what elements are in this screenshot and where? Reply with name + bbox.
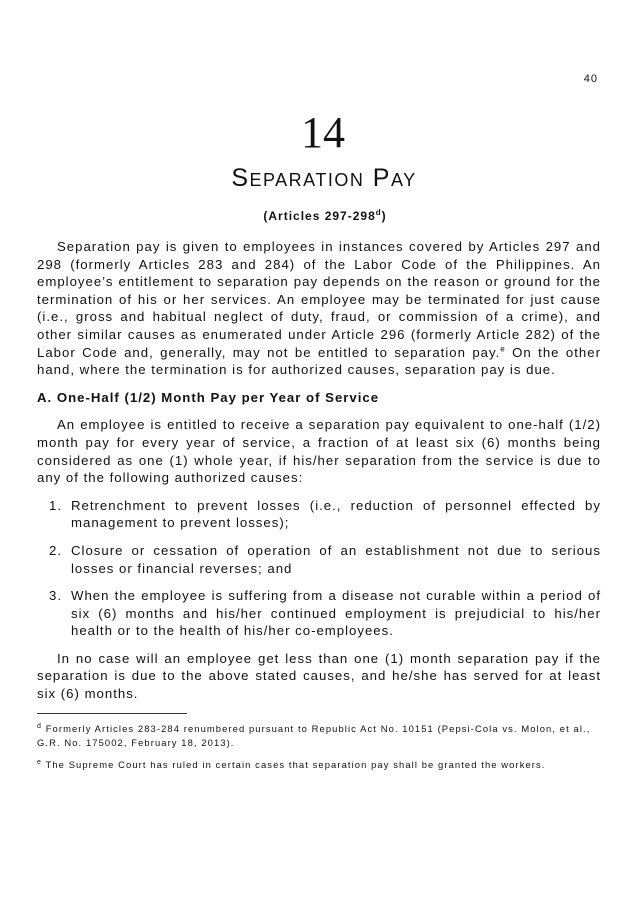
list-item <box>37 542 601 577</box>
list-item-number: 1. <box>49 497 62 513</box>
list-item <box>37 587 601 640</box>
list-item-text: When the employee is suffering from a disease not curable within a period of six (6) months and his/her continued employment is prejudicial to his/her health or to the health of his/her co-employees. <box>71 588 601 639</box>
main-content <box>37 238 601 780</box>
footnote-ref-d: d <box>375 208 382 217</box>
footnote-e <box>37 758 601 772</box>
intro-text: Separation pay is given to employees in instances covered by Articles 297 and 298 (formerly Articles 283 and 284) of the Labor Code of the Philippines. An employee’s entitlement to separation pay depends on the reason or ground for the termination of his or her services. An employee may be terminated for just cause (i.e., gross and habitual neglect of duty, fraud, or commission of a crime), and other similar causes as enumerated under Article 296 (formerly Article 282) of the Labor Code and, generally, may not be entitled to separation pay. <box>37 239 601 360</box>
footnote-text: Formerly Articles 283-284 renumbered pursuant to Republic Act No. 10151 (Pepsi-Cola vs. Molon, et al., G.R. No. 175002, February 18, 2013). <box>37 722 591 748</box>
list-item-number: 3. <box>49 588 62 604</box>
footnote-mark: e <box>37 758 42 766</box>
footnote-divider <box>37 713 187 714</box>
chapter-subtitle-text: (Articles 297-298 <box>263 209 376 223</box>
chapter-subtitle-close: ) <box>381 209 387 223</box>
intro-text-continued: On the other hand, where the termination is for authorized causes, separation pay is due. <box>37 344 601 378</box>
page-number: 40 <box>583 73 598 85</box>
section-heading: A. One-Half (1/2) Month Pay per Year of Service <box>37 389 380 405</box>
list-item-text: Retrenchment to prevent losses (i.e., reduction of personnel effected by management to prevent losses); <box>71 497 601 531</box>
chapter-number: 14 <box>301 108 345 157</box>
chapter-title: Separation Pay <box>231 164 417 192</box>
footnote-text: The Supreme Court has ruled in certain cases that separation pay shall be granted the workers. <box>42 758 546 770</box>
list-item <box>37 497 601 532</box>
footnote-ref-e: e <box>500 344 506 354</box>
section-paragraph: An employee is entitled to receive a separation pay equivalent to one-half (1/2) month pay for every year of service, a fraction of at least six (6) months being considered as one (1) whole year, if his/her separation from the service is due to any of the following authorized causes: <box>37 417 601 486</box>
closing-paragraph: In no case will an employee get less than one (1) month separation pay if the separation is due to the above stated causes, and he/she has served for at least six (6) months. <box>37 650 601 702</box>
footnote-d <box>37 722 601 750</box>
list-item-number: 2. <box>49 542 62 558</box>
footnote-mark: d <box>37 722 42 730</box>
chapter-subtitle <box>0 208 638 223</box>
authorized-causes-list <box>37 497 601 640</box>
intro-paragraph <box>37 238 601 379</box>
list-item-text: Closure or cessation of operation of an establishment not due to serious losses or financial reverses; and <box>71 542 601 576</box>
